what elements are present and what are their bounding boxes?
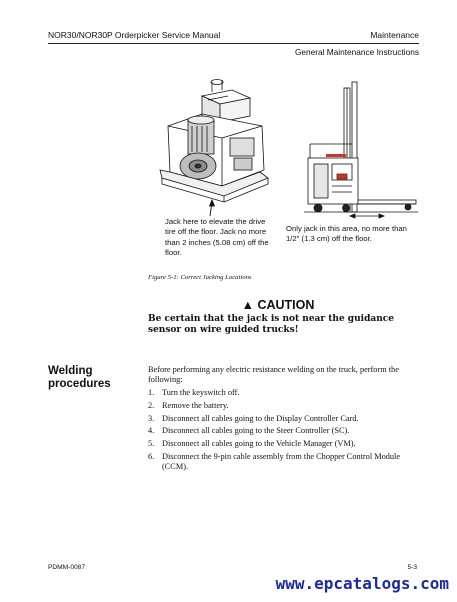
- step-text: Turn the keyswitch off.: [162, 388, 240, 397]
- list-item: [148, 401, 410, 411]
- step-text: Disconnect all cables going to the Steer Controller (SC).: [162, 426, 350, 436]
- list-item: [148, 426, 410, 436]
- caution-label: CAUTION: [257, 298, 315, 312]
- figure-caption: Figure 5-1: Correct Jacking Locations: [148, 274, 252, 281]
- manual-title: NOR30/NOR30P Orderpicker Service Manual: [48, 30, 221, 40]
- step-number: 2.: [148, 400, 155, 410]
- step-number: 5.: [148, 439, 155, 449]
- truck-side-illustration: [296, 74, 422, 220]
- welding-heading: Welding procedures: [48, 365, 111, 390]
- caution-heading: [148, 298, 408, 312]
- welding-intro: Before performing any electric resistance welding on the truck, perform the following:: [148, 365, 399, 385]
- subsection-title: General Maintenance Instructions: [294, 47, 419, 57]
- step-number: 6.: [148, 451, 155, 461]
- document-id: PDMM-0087: [48, 564, 86, 571]
- step-text: Disconnect all cables going to the Display Controller Card.: [162, 413, 359, 423]
- watermark: www.epcatalogs.com: [275, 574, 449, 593]
- right-figure-callout: Only jack in this area, no more than 1/2" (1.3 cm) off the floor.: [286, 224, 407, 244]
- drive-unit-illustration: [150, 74, 280, 220]
- list-item: [148, 439, 410, 449]
- list-item: [148, 414, 410, 424]
- step-number: 1.: [148, 388, 155, 397]
- step-text: Remove the battery.: [162, 400, 229, 410]
- step-number: 3.: [148, 413, 155, 423]
- caution-text: Be certain that the jack is not near the guidance sensor on wire guided trucks!: [148, 314, 394, 335]
- step-text: Disconnect all cables going to the Vehicle Manager (VM).: [162, 439, 356, 449]
- left-figure-callout: Jack here to elevate the drive tire off the floor. Jack no more than 2 inches (5.08 cm) off the floor.: [165, 217, 269, 258]
- step-text: Disconnect the 9-pin cable assembly from the Chopper Control Module (CCM).: [162, 451, 401, 472]
- warning-triangle-icon: ▲: [241, 298, 254, 312]
- page-number: 5-3: [407, 564, 417, 571]
- header-divider: [48, 43, 419, 44]
- section-title: Maintenance: [370, 30, 419, 40]
- list-item: [148, 388, 410, 398]
- list-item: [148, 452, 410, 472]
- welding-steps-list: [148, 388, 410, 475]
- step-number: 4.: [148, 426, 155, 436]
